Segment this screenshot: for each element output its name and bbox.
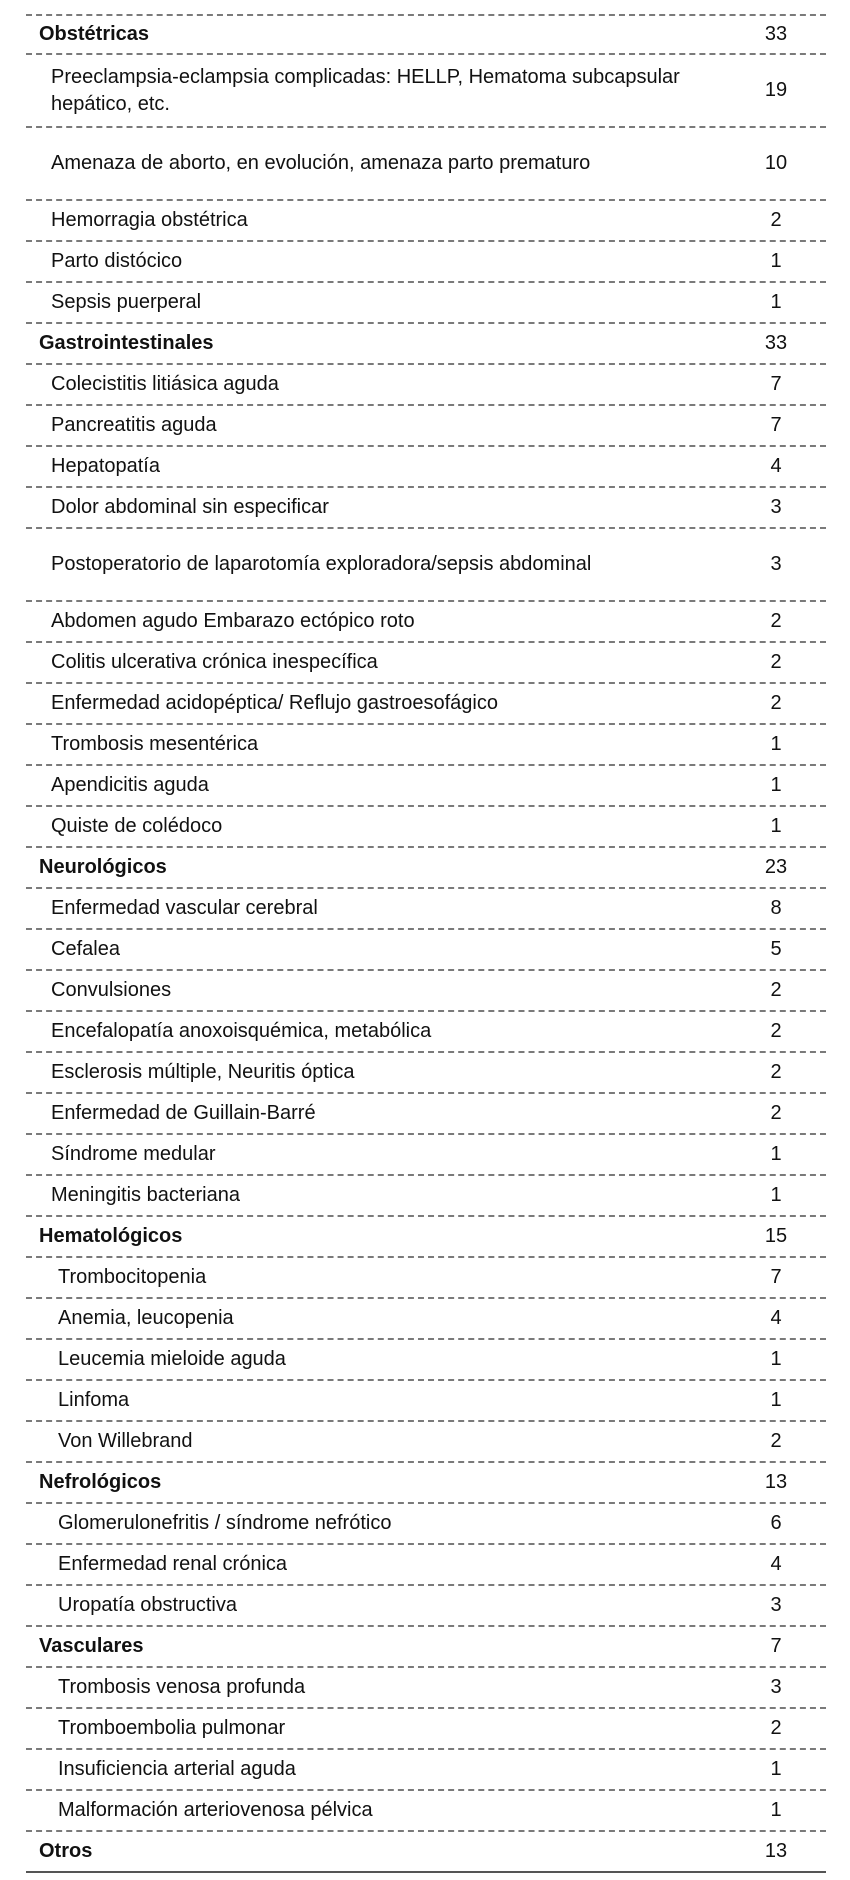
diagnosis-label: Amenaza de aborto, en evolución, amenaza parto prematuro bbox=[51, 152, 591, 174]
diagnosis-count: 3 bbox=[770, 496, 782, 518]
table-row bbox=[26, 1258, 826, 1299]
diagnosis-label: Trombocitopenia bbox=[58, 1266, 207, 1288]
diagnosis-count: 2 bbox=[770, 209, 782, 231]
diagnosis-label: Apendicitis aguda bbox=[51, 774, 209, 796]
table-row bbox=[26, 889, 826, 930]
diagnosis-count: 2 bbox=[770, 979, 782, 1001]
table-row bbox=[26, 1709, 826, 1750]
diagnosis-count: 1 bbox=[770, 250, 782, 272]
category-label: Vasculares bbox=[39, 1635, 144, 1657]
category-count: 13 bbox=[764, 1471, 788, 1493]
table-row bbox=[26, 1791, 826, 1832]
table-row bbox=[26, 1504, 826, 1545]
table-row bbox=[26, 55, 826, 128]
diagnosis-count: 3 bbox=[770, 1594, 782, 1616]
diagnosis-label: Anemia, leucopenia bbox=[58, 1307, 234, 1329]
category-count: 23 bbox=[764, 856, 788, 878]
category-row bbox=[26, 1832, 826, 1873]
diagnosis-label: Cefalea bbox=[51, 938, 120, 960]
diagnosis-table bbox=[26, 14, 826, 1873]
diagnosis-count: 2 bbox=[770, 651, 782, 673]
table-row bbox=[26, 1586, 826, 1627]
diagnosis-count: 2 bbox=[770, 1430, 782, 1452]
diagnosis-label: Hepatopatía bbox=[51, 455, 160, 477]
diagnosis-count: 1 bbox=[770, 291, 782, 313]
diagnosis-label: Encefalopatía anoxoisquémica, metabólica bbox=[51, 1020, 432, 1042]
table-row bbox=[26, 1053, 826, 1094]
diagnosis-count: 1 bbox=[770, 733, 782, 755]
diagnosis-label: Enfermedad vascular cerebral bbox=[51, 897, 318, 919]
category-row bbox=[26, 324, 826, 365]
diagnosis-label: Colitis ulcerativa crónica inespecífica bbox=[51, 651, 378, 673]
diagnosis-count: 4 bbox=[770, 1553, 782, 1575]
table-row bbox=[26, 365, 826, 406]
diagnosis-label: Trombosis venosa profunda bbox=[58, 1676, 306, 1698]
diagnosis-label: Insuficiencia arterial aguda bbox=[58, 1758, 296, 1780]
diagnosis-label: Esclerosis múltiple, Neuritis óptica bbox=[51, 1061, 355, 1083]
category-row bbox=[26, 14, 826, 55]
diagnosis-label: Colecistitis litiásica aguda bbox=[51, 373, 279, 395]
diagnosis-count: 2 bbox=[770, 610, 782, 632]
diagnosis-count: 2 bbox=[770, 1102, 782, 1124]
table-row bbox=[26, 488, 826, 529]
table-row bbox=[26, 242, 826, 283]
table-row bbox=[26, 971, 826, 1012]
category-label: Neurológicos bbox=[39, 856, 167, 878]
category-count: 15 bbox=[764, 1225, 788, 1247]
diagnosis-label: Glomerulonefritis / síndrome nefrótico bbox=[58, 1512, 392, 1534]
diagnosis-count: 4 bbox=[770, 455, 782, 477]
diagnosis-count: 8 bbox=[770, 897, 782, 919]
diagnosis-count: 1 bbox=[770, 774, 782, 796]
diagnosis-label: Enfermedad de Guillain-Barré bbox=[51, 1102, 316, 1124]
diagnosis-count: 2 bbox=[770, 1717, 782, 1739]
diagnosis-count: 1 bbox=[770, 1143, 782, 1165]
category-label: Nefrológicos bbox=[39, 1471, 162, 1493]
table-row bbox=[26, 283, 826, 324]
diagnosis-count: 1 bbox=[770, 1799, 782, 1821]
diagnosis-label: Trombosis mesentérica bbox=[51, 733, 259, 755]
diagnosis-label: Convulsiones bbox=[51, 979, 172, 1001]
diagnosis-count: 2 bbox=[770, 1020, 782, 1042]
diagnosis-label: Hemorragia obstétrica bbox=[51, 209, 248, 231]
diagnosis-label: Postoperatorio de laparotomía exploradora/sepsis abdominal bbox=[51, 553, 592, 575]
diagnosis-label: Leucemia mieloide aguda bbox=[58, 1348, 286, 1370]
table-row bbox=[26, 1668, 826, 1709]
table-row bbox=[26, 201, 826, 242]
diagnosis-label: Von Willebrand bbox=[58, 1430, 193, 1452]
table-row bbox=[26, 1545, 826, 1586]
diagnosis-count: 7 bbox=[770, 373, 782, 395]
table-row bbox=[26, 602, 826, 643]
diagnosis-count: 3 bbox=[770, 553, 782, 575]
table-row bbox=[26, 406, 826, 447]
diagnosis-label: Enfermedad acidopéptica/ Reflujo gastroesofágico bbox=[51, 692, 498, 714]
diagnosis-count: 5 bbox=[770, 938, 782, 960]
diagnosis-count: 2 bbox=[770, 1061, 782, 1083]
category-row bbox=[26, 1217, 826, 1258]
category-label: Hematológicos bbox=[39, 1225, 183, 1247]
table-row bbox=[26, 807, 826, 848]
category-row bbox=[26, 1627, 826, 1668]
diagnosis-label: Malformación arteriovenosa pélvica bbox=[58, 1799, 373, 1821]
category-label: Otros bbox=[39, 1840, 93, 1862]
diagnosis-label: Quiste de colédoco bbox=[51, 815, 223, 837]
table-row bbox=[26, 1012, 826, 1053]
table-row bbox=[26, 1176, 826, 1217]
diagnosis-count: 1 bbox=[770, 815, 782, 837]
diagnosis-count: 1 bbox=[770, 1758, 782, 1780]
diagnosis-label: Uropatía obstructiva bbox=[58, 1594, 237, 1616]
category-row bbox=[26, 1463, 826, 1504]
table-row bbox=[26, 930, 826, 971]
diagnosis-label: Parto distócico bbox=[51, 250, 183, 272]
diagnosis-count: 7 bbox=[770, 414, 782, 436]
table-row bbox=[26, 1340, 826, 1381]
diagnosis-label: Tromboembolia pulmonar bbox=[58, 1717, 286, 1739]
diagnosis-count: 6 bbox=[770, 1512, 782, 1534]
table-row bbox=[26, 529, 826, 602]
table-row bbox=[26, 1750, 826, 1791]
diagnosis-label: Pancreatitis aguda bbox=[51, 414, 217, 436]
diagnosis-count: 2 bbox=[770, 692, 782, 714]
table-row bbox=[26, 128, 826, 201]
diagnosis-label: Síndrome medular bbox=[51, 1143, 216, 1165]
diagnosis-count: 7 bbox=[770, 1266, 782, 1288]
diagnosis-count: 3 bbox=[770, 1676, 782, 1698]
diagnosis-count: 10 bbox=[764, 152, 788, 174]
table-row bbox=[26, 1299, 826, 1340]
table-row bbox=[26, 447, 826, 488]
diagnosis-label: Enfermedad renal crónica bbox=[58, 1553, 288, 1575]
diagnosis-label: Dolor abdominal sin especificar bbox=[51, 496, 329, 518]
diagnosis-count: 4 bbox=[770, 1307, 782, 1329]
diagnosis-count: 1 bbox=[770, 1184, 782, 1206]
table-row bbox=[26, 1094, 826, 1135]
diagnosis-label: Linfoma bbox=[58, 1389, 130, 1411]
category-count: 7 bbox=[770, 1635, 782, 1657]
diagnosis-label: Meningitis bacteriana bbox=[51, 1184, 240, 1206]
diagnosis-count: 1 bbox=[770, 1348, 782, 1370]
category-row bbox=[26, 848, 826, 889]
table-row bbox=[26, 1381, 826, 1422]
category-label: Gastrointestinales bbox=[39, 332, 214, 354]
diagnosis-label: Sepsis puerperal bbox=[51, 291, 202, 313]
diagnosis-label: Preeclampsia-eclampsia complicadas: HELLP, Hematoma subcapsular hepático, etc. bbox=[51, 65, 680, 115]
table-row bbox=[26, 1135, 826, 1176]
category-count: 33 bbox=[764, 332, 788, 354]
diagnosis-count: 19 bbox=[764, 79, 788, 101]
category-count: 33 bbox=[764, 23, 788, 45]
table-row bbox=[26, 766, 826, 807]
table-row bbox=[26, 1422, 826, 1463]
table-row bbox=[26, 643, 826, 684]
table-row bbox=[26, 684, 826, 725]
category-label: Obstétricas bbox=[39, 23, 150, 45]
diagnosis-label: Abdomen agudo Embarazo ectópico roto bbox=[51, 610, 415, 632]
diagnosis-count: 1 bbox=[770, 1389, 782, 1411]
category-count: 13 bbox=[764, 1840, 788, 1862]
table-row bbox=[26, 725, 826, 766]
